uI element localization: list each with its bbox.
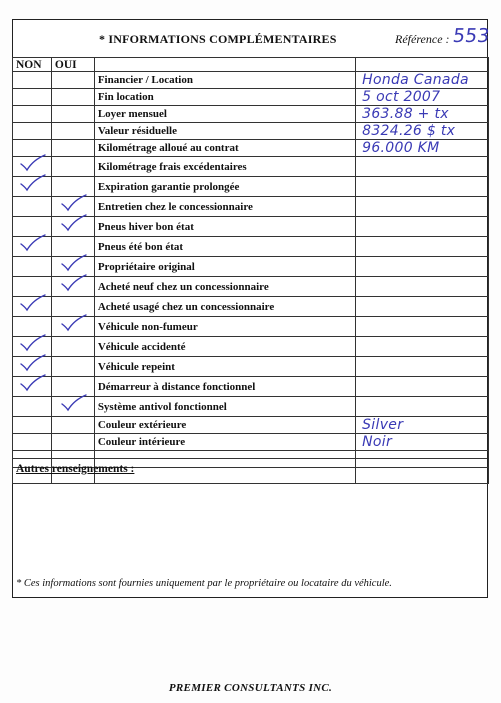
reference-label: Référence : <box>395 32 450 46</box>
row-label: Pneus été bon état <box>94 237 355 257</box>
column-header-label <box>94 58 355 72</box>
column-header-value <box>356 58 489 72</box>
row-label: Propriétaire original <box>94 257 355 277</box>
checkmark-icon <box>17 297 47 311</box>
row-label: Démarreur à distance fonctionnel <box>94 377 355 397</box>
row-label: Couleur extérieure <box>94 417 355 434</box>
checkbox-oui[interactable] <box>51 140 94 157</box>
checkbox-non[interactable] <box>13 177 52 197</box>
checkmark-icon <box>58 257 88 271</box>
row-label: Kilométrage alloué au contrat <box>94 140 355 157</box>
row-value-field[interactable] <box>356 397 489 417</box>
table-row <box>13 434 489 451</box>
table-row <box>13 106 489 123</box>
checkmark-icon <box>17 157 47 171</box>
checkbox-non[interactable] <box>13 106 52 123</box>
table-row <box>13 140 489 157</box>
row-value-field[interactable] <box>356 197 489 217</box>
checkmark-icon <box>17 237 47 251</box>
row-value-field[interactable] <box>356 377 489 397</box>
checkmark-icon <box>17 377 47 391</box>
row-value-field[interactable] <box>356 297 489 317</box>
checkbox-non[interactable] <box>13 123 52 140</box>
row-value-field[interactable] <box>356 237 489 257</box>
checkbox-non[interactable] <box>13 397 52 417</box>
row-value-field[interactable]: 8324.26 $ tx <box>356 123 489 140</box>
table-row <box>13 89 489 106</box>
checkmark-icon <box>58 317 88 331</box>
row-label: Financier / Location <box>94 72 355 89</box>
table-body <box>13 72 489 484</box>
checkbox-non[interactable] <box>13 377 52 397</box>
checkbox-oui[interactable] <box>51 357 94 377</box>
checkbox-non[interactable] <box>13 237 52 257</box>
row-label: Fin location <box>94 89 355 106</box>
column-header-non: NON <box>13 58 52 72</box>
table-row <box>13 397 489 417</box>
checkmark-icon <box>58 397 88 411</box>
checkbox-oui[interactable] <box>51 434 94 451</box>
table-row <box>13 72 489 89</box>
notes-label: Autres renseignements : <box>16 463 135 475</box>
checkbox-oui[interactable] <box>51 277 94 297</box>
row-label: Entretien chez le concessionnaire <box>94 197 355 217</box>
table-row <box>13 417 489 434</box>
row-label: Acheté neuf chez un concessionnaire <box>94 277 355 297</box>
row-value-field[interactable] <box>356 157 489 177</box>
footnote: * Ces informations sont fournies uniquement par le propriétaire ou locataire du véhicule. <box>16 578 392 589</box>
row-value-field[interactable]: 5 oct 2007 <box>356 89 489 106</box>
checkmark-icon <box>17 337 47 351</box>
row-value-field[interactable]: 363.88 + tx <box>356 106 489 123</box>
row-label: Couleur intérieure <box>94 434 355 451</box>
row-value-field[interactable] <box>356 177 489 197</box>
row-value-field[interactable] <box>356 337 489 357</box>
row-label: Véhicule accidenté <box>94 337 355 357</box>
checkmark-icon <box>58 197 88 211</box>
checkbox-non[interactable] <box>13 257 52 277</box>
row-label: Système antivol fonctionnel <box>94 397 355 417</box>
table-row <box>13 317 489 337</box>
checkmark-icon <box>58 217 88 231</box>
row-value-field[interactable]: 96.000 KM <box>356 140 489 157</box>
checkmark-icon <box>17 177 47 191</box>
reference-value: 553 <box>451 25 491 47</box>
row-label: Loyer mensuel <box>94 106 355 123</box>
row-label: Pneus hiver bon état <box>94 217 355 237</box>
checkbox-non[interactable] <box>13 297 52 317</box>
checkbox-oui[interactable] <box>51 397 94 417</box>
row-value-field[interactable] <box>356 317 489 337</box>
checkmark-icon <box>58 277 88 291</box>
row-value-field[interactable] <box>356 257 489 277</box>
checkbox-non[interactable] <box>13 417 52 434</box>
row-value-field[interactable] <box>356 277 489 297</box>
table-row <box>13 157 489 177</box>
table-row <box>13 277 489 297</box>
table-row <box>13 123 489 140</box>
checkbox-oui[interactable] <box>51 123 94 140</box>
notes-section <box>13 458 487 599</box>
checkbox-oui[interactable] <box>51 337 94 357</box>
checkbox-oui[interactable] <box>51 106 94 123</box>
checkbox-non[interactable] <box>13 72 52 89</box>
checkbox-non[interactable] <box>13 89 52 106</box>
table-row <box>13 357 489 377</box>
checkbox-oui[interactable] <box>51 417 94 434</box>
checkbox-oui[interactable] <box>51 157 94 177</box>
checkbox-non[interactable] <box>13 434 52 451</box>
row-value-field[interactable] <box>356 217 489 237</box>
row-value-field[interactable]: Noir <box>356 434 489 451</box>
row-label: Véhicule non-fumeur <box>94 317 355 337</box>
row-value-field[interactable] <box>356 357 489 377</box>
form-sheet <box>12 19 491 598</box>
table-row <box>13 337 489 357</box>
checkmark-icon <box>17 357 47 371</box>
checkbox-oui[interactable] <box>51 217 94 237</box>
checkbox-oui[interactable] <box>51 72 94 89</box>
row-value-field[interactable]: Silver <box>356 417 489 434</box>
row-label: Expiration garantie prolongée <box>94 177 355 197</box>
checkbox-oui[interactable] <box>51 89 94 106</box>
table-row <box>13 217 489 237</box>
row-label: Véhicule repeint <box>94 357 355 377</box>
form-header <box>13 20 491 57</box>
row-label: Valeur résiduelle <box>94 123 355 140</box>
row-label: Kilométrage frais excédentaires <box>94 157 355 177</box>
row-label: Acheté usagé chez un concessionnaire <box>94 297 355 317</box>
checkbox-oui[interactable] <box>51 317 94 337</box>
column-header-oui: OUI <box>51 58 94 72</box>
checkbox-non[interactable] <box>13 197 52 217</box>
info-table <box>12 57 489 484</box>
form-title: * INFORMATIONS COMPLÉMENTAIRES <box>99 32 337 46</box>
table-header-row <box>13 58 489 72</box>
row-value-field[interactable]: Honda Canada <box>356 72 489 89</box>
company-name: PREMIER CONSULTANTS INC. <box>168 682 333 694</box>
